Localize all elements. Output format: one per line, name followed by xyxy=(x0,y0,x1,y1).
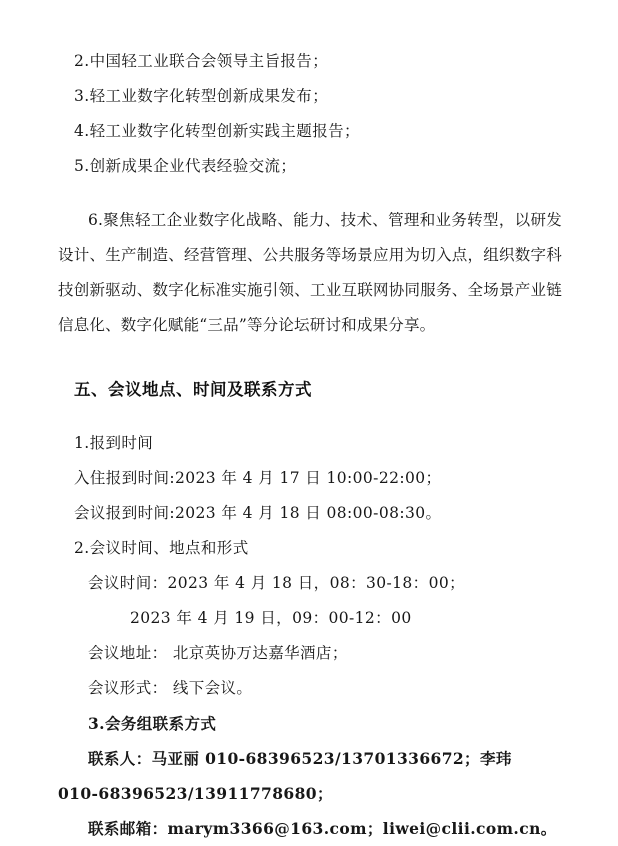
subsection-1-title: 1.报到时间 xyxy=(74,433,154,452)
paragraph-item-6: 6.聚焦轻工企业数字化战略、能力、技术、管理和业务转型，以研发设计、生产制造、经营管理、公共服务等场景应用为切入点，组织数字科技创新驱动、数字化标准实施引领、工业互联网协同服务、全场景产业链信息化、数字化赋能“三品”等分论坛研讨和成果分享。 xyxy=(58,210,562,334)
contact-email-line: 联系邮箱：marym3366@163.com；liwei@clii.com.cn。 xyxy=(88,818,557,838)
section-heading: 五、会议地点、时间及联系方式 xyxy=(74,380,312,399)
meeting-time-line-1: 会议时间：2023 年 4 月 18 日，08：30-18：00； xyxy=(88,573,465,592)
meeting-address-line: 会议地址： 北京英协万达嘉华酒店； xyxy=(88,643,348,662)
meeting-format-line: 会议形式： 线下会议。 xyxy=(88,678,253,697)
list-item: 4.轻工业数字化转型创新实践主题报告； xyxy=(74,122,360,140)
contact-person-line: 联系人：马亚丽 010-68396523/13701336672；李玮 xyxy=(88,748,512,768)
list-item: 3.轻工业数字化转型创新成果发布； xyxy=(74,87,329,105)
meeting-checkin-line: 会议报到时间:2023 年 4 月 18 日 08:00-08:30。 xyxy=(74,503,442,522)
subsection-3-title: 3.会务组联系方式 xyxy=(88,713,217,733)
spacer xyxy=(58,358,562,365)
contact-phone-line: 010-68396523/13911778680； xyxy=(58,783,333,803)
checkin-time-line: 入住报到时间:2023 年 4 月 17 日 10:00-22:00； xyxy=(74,468,442,487)
meeting-time-line-2: 2023 年 4 月 19 日，09：00-12：00 xyxy=(130,608,412,627)
subsection-2-title: 2.会议时间、地点和形式 xyxy=(74,538,249,557)
list-item: 5.创新成果企业代表经验交流； xyxy=(74,157,297,175)
list-item: 2.中国轻工业联合会领导主旨报告； xyxy=(74,52,329,70)
spacer xyxy=(58,184,562,187)
